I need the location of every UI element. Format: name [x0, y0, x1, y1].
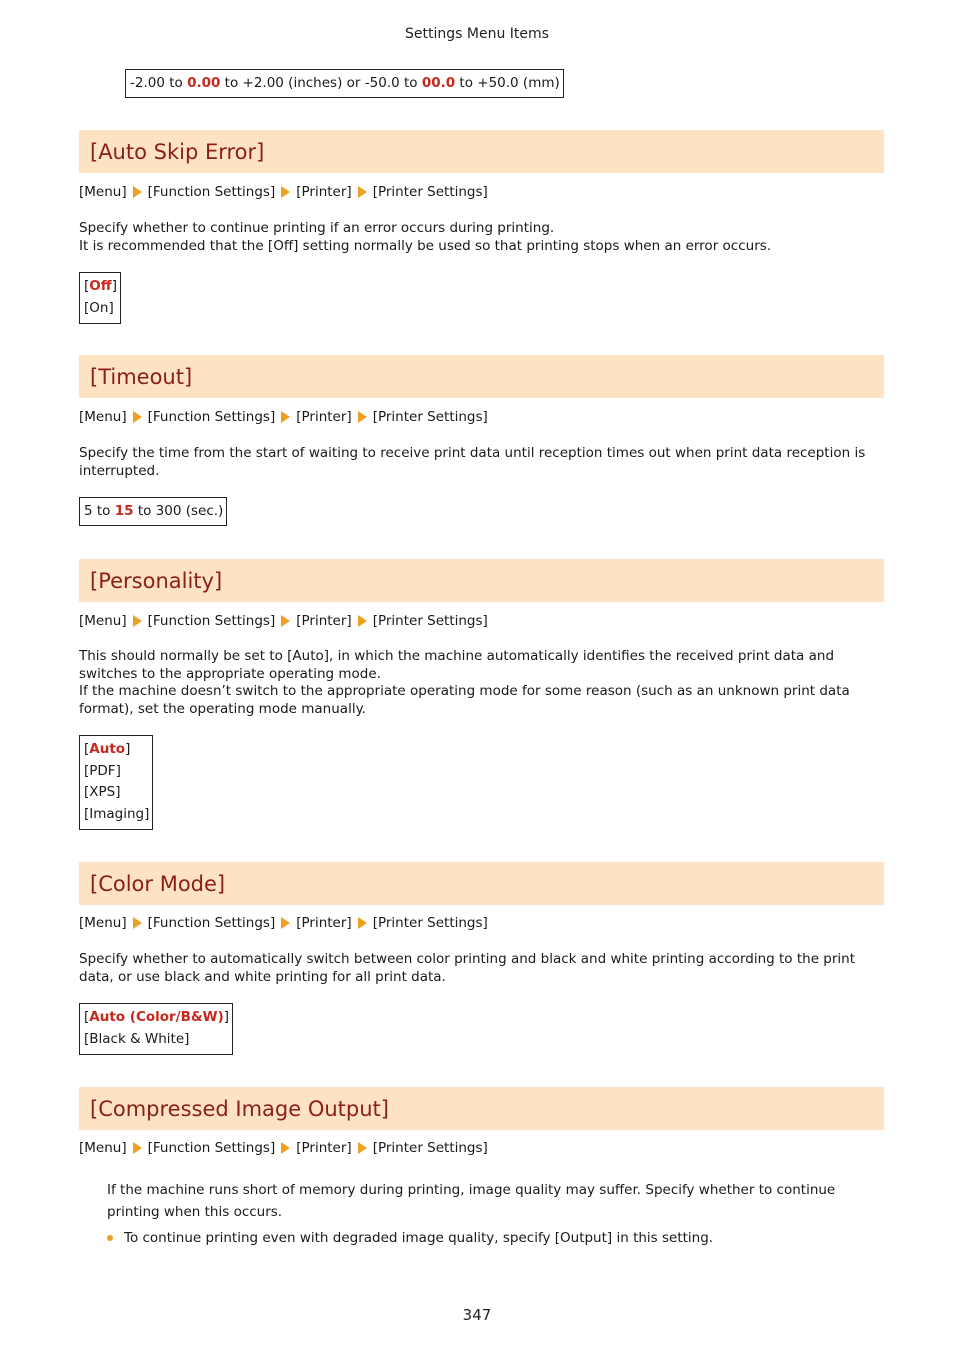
option-default-value: Auto (Color/B&W): [89, 1009, 224, 1025]
breadcrumb: [79, 613, 488, 629]
range-text: to +50.0 (mm): [455, 75, 560, 91]
breadcrumb-function-settings: [Function Settings]: [147, 184, 276, 200]
breadcrumb-printer: [Printer]: [296, 1140, 352, 1156]
breadcrumb-printer-settings: [Printer Settings]: [372, 1140, 488, 1156]
option-default-value: Auto: [89, 741, 126, 757]
range-box: [79, 497, 227, 526]
arrow-right-icon: [133, 1142, 142, 1154]
bullet-dot-icon: [107, 1235, 113, 1241]
breadcrumb-printer: [Printer]: [296, 613, 352, 629]
description-line: Specify whether to automatically switch between color printing and black and white printing according to the print data, or use black and white printing for all print data.: [79, 951, 856, 985]
bullet-item: [107, 1230, 713, 1246]
section-description: [79, 648, 884, 718]
breadcrumb-menu: [Menu]: [79, 409, 127, 425]
options-box: [79, 272, 121, 324]
options-box: [79, 735, 153, 830]
description-line: Specify whether to continue printing if an error occurs during printing.: [79, 220, 555, 236]
arrow-right-icon: [358, 917, 367, 929]
section-description: If the machine runs short of memory during printing, image quality may suffer. Specify whether to continue printing when this occurs.: [107, 1182, 836, 1220]
breadcrumb-function-settings: [Function Settings]: [147, 1140, 276, 1156]
range-box: [125, 69, 564, 98]
arrow-right-icon: [133, 186, 142, 198]
breadcrumb-menu: [Menu]: [79, 1140, 127, 1156]
section-heading-band: [79, 862, 884, 905]
breadcrumb-function-settings: [Function Settings]: [147, 409, 276, 425]
section-description: [79, 445, 884, 480]
arrow-right-icon: [133, 917, 142, 929]
arrow-right-icon: [281, 1142, 290, 1154]
breadcrumb-function-settings: [Function Settings]: [147, 915, 276, 931]
section-heading-band: [79, 1087, 884, 1130]
section-heading-band: [79, 130, 884, 173]
breadcrumb: [79, 409, 488, 425]
section-title: [Color Mode]: [90, 872, 226, 896]
description-line: It is recommended that the [Off] setting normally be used so that printing stops when an error occurs.: [79, 237, 772, 254]
arrow-right-icon: [281, 411, 290, 423]
section-heading-band: [79, 559, 884, 602]
section-title: [Compressed Image Output]: [90, 1097, 389, 1121]
option: [Black & White]: [84, 1030, 190, 1047]
section-description: [79, 951, 884, 986]
range-default-inches: 0.00: [187, 75, 221, 91]
option-default: [Auto]: [84, 741, 131, 757]
arrow-right-icon: [281, 615, 290, 627]
range-default-mm: 00.0: [421, 75, 456, 91]
range-text: to 300 (sec.): [133, 503, 224, 519]
option-default: [Auto (Color/B&W)]: [84, 1009, 230, 1025]
description-line: This should normally be set to [Auto], in which the machine automatically identifies the received print data and switches to the appropriate operating mode.: [79, 648, 835, 682]
arrow-right-icon: [133, 411, 142, 423]
breadcrumb-menu: [Menu]: [79, 915, 127, 931]
arrow-right-icon: [358, 1142, 367, 1154]
option: [On]: [84, 299, 114, 316]
breadcrumb-function-settings: [Function Settings]: [147, 613, 276, 629]
range-default: 15: [114, 503, 134, 519]
arrow-right-icon: [281, 186, 290, 198]
arrow-right-icon: [281, 917, 290, 929]
breadcrumb: [79, 1140, 488, 1156]
option-default: [Off]: [84, 278, 117, 294]
breadcrumb-printer-settings: [Printer Settings]: [372, 184, 488, 200]
arrow-right-icon: [358, 615, 367, 627]
option-default-value: Off: [89, 278, 112, 294]
section-heading-band: [79, 355, 884, 398]
breadcrumb-printer-settings: [Printer Settings]: [372, 613, 488, 629]
breadcrumb-printer: [Printer]: [296, 409, 352, 425]
range-text: 5 to: [84, 503, 115, 519]
page-header-title: Settings Menu Items: [405, 26, 549, 42]
option: [XPS]: [84, 784, 121, 800]
section-title: [Personality]: [90, 569, 223, 593]
page-number: 347: [462, 1306, 492, 1324]
section-description: [79, 220, 884, 255]
breadcrumb-menu: [Menu]: [79, 613, 127, 629]
breadcrumb: [79, 184, 488, 200]
option: [Imaging]: [84, 805, 150, 822]
options-box: [79, 1003, 233, 1055]
option: [PDF]: [84, 762, 121, 779]
breadcrumb: [79, 915, 488, 931]
section-title: [Timeout]: [90, 365, 193, 389]
description-line: Specify the time from the start of waiting to receive print data until reception times out when print data reception is interrupted.: [79, 445, 866, 479]
breadcrumb-printer-settings: [Printer Settings]: [372, 409, 488, 425]
arrow-right-icon: [358, 186, 367, 198]
description-line: If the machine doesn’t switch to the appropriate operating mode for some reason (such as an unknown print data format), set the operating mode manually.: [79, 683, 850, 717]
section-title: [Auto Skip Error]: [90, 140, 265, 164]
breadcrumb-printer: [Printer]: [296, 915, 352, 931]
arrow-right-icon: [358, 411, 367, 423]
range-text: -2.00 to: [130, 75, 188, 91]
breadcrumb-menu: [Menu]: [79, 184, 127, 200]
breadcrumb-printer: [Printer]: [296, 184, 352, 200]
breadcrumb-printer-settings: [Printer Settings]: [372, 915, 488, 931]
arrow-right-icon: [133, 615, 142, 627]
range-text: to +2.00 (inches) or -50.0 to: [220, 75, 422, 91]
bullet-text: To continue printing even with degraded image quality, specify [Output] in this setting.: [124, 1230, 714, 1246]
